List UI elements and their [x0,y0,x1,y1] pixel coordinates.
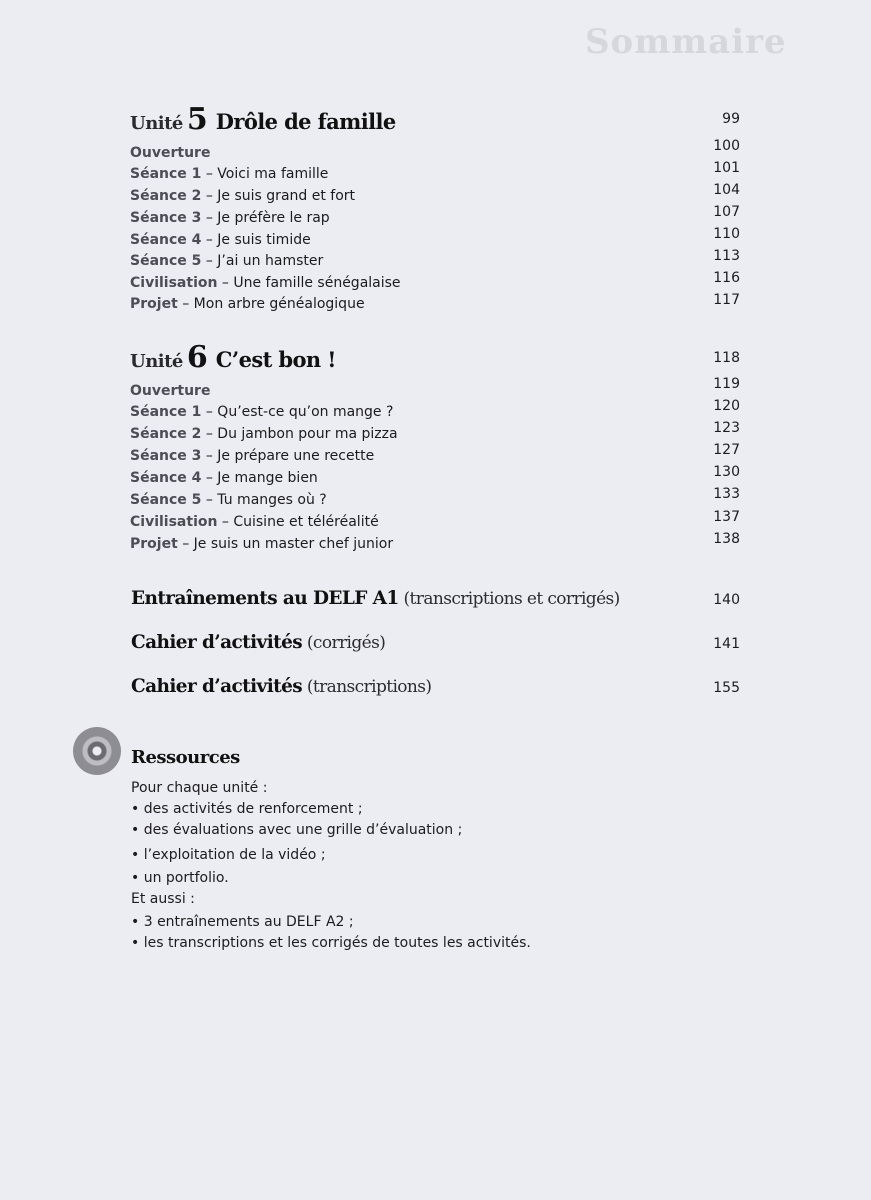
resource-line: • des activités de renforcement ; [131,801,363,817]
entry-text: – Je préfère le rap [201,210,330,226]
entry-label: Séance 1 [130,166,202,182]
entry-label: Séance 4 [130,470,202,486]
toc-entry [130,208,330,228]
toc-entry [130,273,401,293]
toc-entry [130,424,398,444]
extra-bold: Cahier d’activités [131,676,303,697]
unit-5-title: Drôle de famille [215,109,396,134]
entry-label: Séance 2 [130,426,202,442]
toc-entry [130,143,210,163]
toc-entry [130,381,210,401]
entry-text: – Je suis un master chef junior [177,536,394,552]
entry-text: – Je suis timide [201,232,311,248]
toc-entry [130,186,355,206]
entry-page: 100 [713,138,740,154]
entry-text: – Qu’est-ce qu’on mange ? [201,404,394,420]
unit-6-heading [130,340,336,375]
extra-rest: (corrigés) [302,633,386,653]
page-title-bleed: Sommaire [585,22,787,62]
entry-label: Ouverture [130,145,211,161]
entry-label: Civilisation [130,514,218,530]
cahier-corriges-heading [131,632,385,653]
entry-text: – Cuisine et téléréalité [217,514,379,530]
entry-label: Projet [130,536,178,552]
entry-page: 123 [713,420,740,436]
resource-line: • un portfolio. [131,870,229,886]
unit-5-word: Unité [130,113,183,134]
resource-line: • 3 entraînements au DELF A2 ; [131,914,354,930]
entry-text: – Mon arbre généalogique [177,296,365,312]
delf-a1-heading [131,588,620,609]
entry-page: 101 [713,160,740,176]
entry-page: 104 [713,182,740,198]
unit-6-page: 118 [713,350,740,366]
entry-page: 127 [713,442,740,458]
unit-6-number: 6 [186,340,208,375]
resource-line: • les transcriptions et les corrigés de toutes les activités. [131,935,531,951]
cahier-transcriptions-page: 155 [713,680,740,696]
entry-page: 130 [713,464,740,480]
extra-bold: Cahier d’activités [131,632,303,653]
delf-a1-page: 140 [713,592,740,608]
entry-label: Séance 3 [130,448,202,464]
toc-entry [130,402,393,422]
entry-label: Séance 3 [130,210,202,226]
toc-entry [130,446,374,466]
entry-label: Séance 5 [130,253,202,269]
toc-entry [130,294,365,314]
entry-label: Civilisation [130,275,218,291]
cahier-corriges-page: 141 [713,636,740,652]
unit-6-word: Unité [130,351,183,372]
extra-bold: Entraînements au DELF A1 [131,588,399,609]
entry-page: 113 [713,248,740,264]
entry-label: Projet [130,296,178,312]
entry-page: 117 [713,292,740,308]
extra-rest: (transcriptions et corrigés) [398,589,620,609]
resource-line: • l’exploitation de la vidéo ; [131,847,326,863]
extra-rest: (transcriptions) [302,677,432,697]
entry-label: Séance 2 [130,188,202,204]
toc-entry [130,230,311,250]
entry-label: Séance 1 [130,404,202,420]
entry-page: 138 [713,531,740,547]
entry-page: 110 [713,226,740,242]
entry-page: 107 [713,204,740,220]
entry-text: – Voici ma famille [201,166,329,182]
unit-5-number: 5 [186,102,208,137]
entry-label: Séance 4 [130,232,202,248]
resources-title: Ressources [131,747,240,768]
unit-5-page: 99 [722,111,740,127]
entry-text: – Je suis grand et fort [201,188,356,204]
cahier-transcriptions-heading [131,676,431,697]
entry-page: 116 [713,270,740,286]
entry-text: – Une famille sénégalaise [217,275,401,291]
toc-entry [130,534,393,554]
entry-text: – Je mange bien [201,470,318,486]
entry-page: 133 [713,486,740,502]
unit-5-heading [130,102,396,137]
entry-label: Séance 5 [130,492,202,508]
toc-entry [130,468,318,488]
resource-line: • des évaluations avec une grille d’évaluation ; [131,822,463,838]
entry-text: – Je prépare une recette [201,448,375,464]
entry-page: 119 [713,376,740,392]
toc-entry [130,164,328,184]
toc-entry [130,490,327,510]
entry-text: – Du jambon pour ma pizza [201,426,398,442]
toc-entry [130,512,379,532]
entry-label: Ouverture [130,383,211,399]
entry-page: 120 [713,398,740,414]
resource-line: Et aussi : [131,891,195,907]
resource-line: Pour chaque unité : [131,780,268,796]
cd-icon [73,727,121,775]
entry-text: – J’ai un hamster [201,253,324,269]
unit-6-title: C’est bon ! [215,347,336,372]
entry-page: 137 [713,509,740,525]
toc-entry [130,251,323,271]
entry-text: – Tu manges où ? [201,492,327,508]
